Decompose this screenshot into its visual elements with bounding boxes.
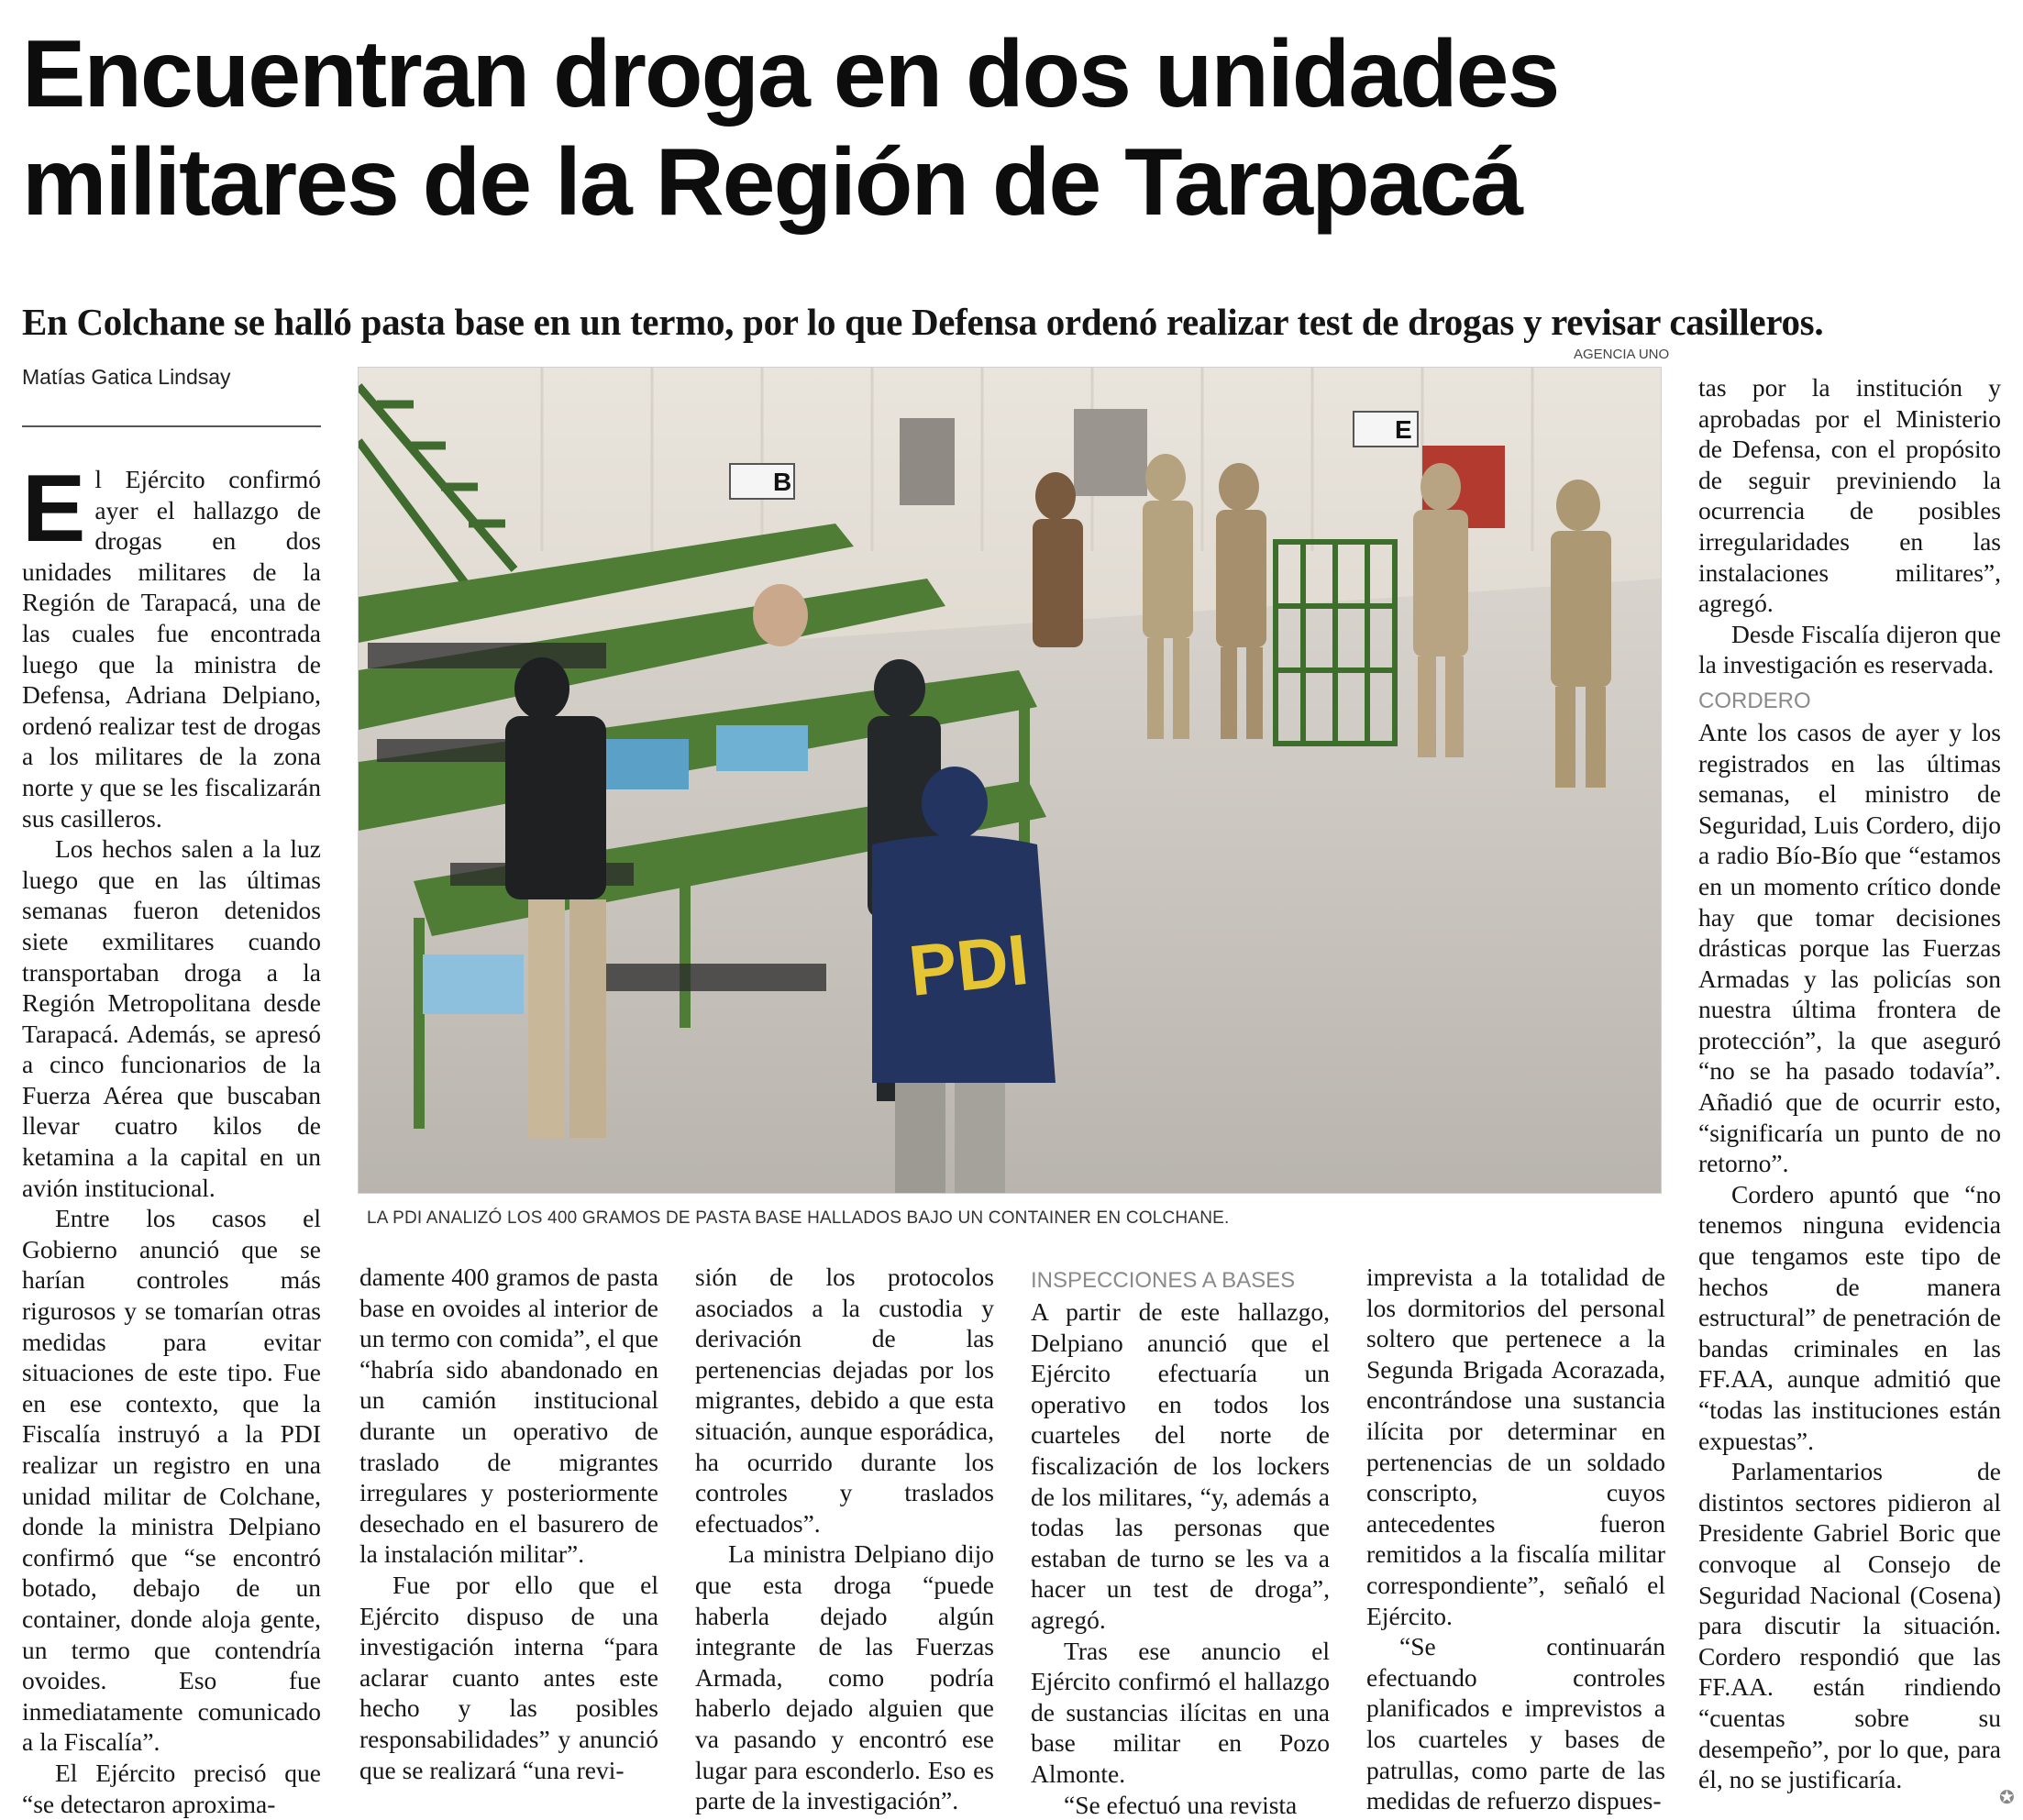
photo-illustration xyxy=(359,368,1661,1193)
article-column-2 xyxy=(359,1262,658,1785)
paragraph: Parlamentarios de distintos sectores pidieron al Presidente Gabriel Boric que convoque al Consejo de Seguridad Nacional (Cosena) para discutir la situación. Cordero respondió que las FF.AA. están rindiendo “cuentas sobre su desempeño”, por lo que, para él, no se justificaría. xyxy=(1698,1456,2001,1795)
photo-credit: AGENCIA UNO xyxy=(1574,347,1669,362)
photo-caption: LA PDI ANALIZÓ LOS 400 GRAMOS DE PASTA BASE HALLADOS BAJO UN CONTAINER EN COLCHANE. xyxy=(367,1208,1229,1229)
paragraph xyxy=(22,464,321,833)
paragraph: Cordero apuntó que “no tenemos ninguna evidencia que tengamos este tipo de hechos de manera estructural” de penetración de bandas criminales en las FF.AA, aunque admitió que “todas las instituciones están expuestas”. xyxy=(1698,1179,2001,1456)
end-mark-icon: ✪ xyxy=(1999,1786,2015,1808)
sign-b-letter: B xyxy=(773,468,791,496)
blue-crate xyxy=(597,739,689,789)
article-column-1 xyxy=(22,464,321,1819)
paragraph: “Se efectuó una revista xyxy=(1031,1790,1330,1820)
byline-divider xyxy=(22,425,321,427)
deck-subtitle: En Colchane se halló pasta base en un termo, por lo que Defensa ordenó realizar test de drogas y revisar casilleros. xyxy=(22,299,2003,345)
paragraph: sión de los protocolos asociados a la custodia y derivación de las pertenencias dejadas por los migrantes, debido a que esta situación, aunque esporádica, ha ocurrido durante los controles y traslados efectuados”. xyxy=(695,1262,994,1539)
blue-crate xyxy=(423,954,524,1014)
article-column-6 xyxy=(1698,372,2001,1795)
paragraph-text: l Ejército confirmó ayer el hallazgo de drogas en dos unidades militares de la Región de Tarapacá, una de las cuales fue encontrada luego que la ministra de Defensa, Adriana Delpiano, ordenó realizar test de drogas a los militares de la zona norte y que se les fiscalizarán sus casilleros. xyxy=(22,465,321,833)
subheading: CORDERO xyxy=(1698,688,2001,715)
headline-line-2: militares de la Región de Tarapacá xyxy=(22,128,2003,237)
paragraph: Desde Fiscalía dijeron que la investigación es reservada. xyxy=(1698,619,2001,680)
paragraph: Fue por ello que el Ejército dispuso de una investigación interna “para aclarar cuanto antes este hecho y las posibles responsabilidades” y anunció que se realizará “una revi- xyxy=(359,1570,658,1785)
drop-cap: E xyxy=(22,469,85,548)
byline: Matías Gatica Lindsay xyxy=(22,365,231,390)
window xyxy=(1074,409,1147,496)
paragraph: tas por la institución y aprobadas por el Ministerio de Defensa, con el propósito de seguir previniendo la ocurrencia de posibles irregularidades en las instalaciones militares”, agregó. xyxy=(1698,372,2001,619)
paragraph: Tras ese anuncio el Ejército confirmó el hallazgo de sustancias ilícitas en una base militar en Pozo Almonte. xyxy=(1031,1636,1330,1790)
paragraph: A partir de este hallazgo, Delpiano anunció que el Ejército efectuaría un operativo en todos los cuarteles del norte de fiscalización de los lockers de los militares, “y, además a todas las personas que estaban de turno se les va a hacer un test de droga”, agregó. xyxy=(1031,1296,1330,1636)
paragraph: damente 400 gramos de pasta base en ovoides al interior de un termo con comida”, el que “habría sido abandonado en un camión institucional durante un operativo de traslado de migrantes irregulares y posteriormente desechado en el basurero de la instalación militar”. xyxy=(359,1262,658,1570)
headline-line-1: Encuentran droga en dos unidades xyxy=(22,20,2003,128)
headline xyxy=(22,20,2003,237)
door xyxy=(900,418,955,505)
paragraph: El Ejército precisó que “se detectaron aproxima- xyxy=(22,1758,321,1819)
subheading: INSPECCIONES A BASES xyxy=(1031,1267,1330,1295)
blue-crate xyxy=(716,725,808,771)
paragraph: imprevista a la totalidad de los dormitorios del personal soltero que pertenece a la Segunda Brigada Acorazada, encontrándose una sustancia ilícita por determinar en pertenencias de un soldado conscripto, cuyos antecedentes fueron remitidos a la fiscalía militar correspondiente”, señaló el Ejército. xyxy=(1366,1262,1665,1631)
paragraph: Ante los casos de ayer y los registrados en las últimas semanas, el ministro de Seguridad, Luis Cordero, dijo a radio Bío-Bío que “estamos en un momento crítico donde hay que tomar decisiones drásticas porque las Fuerzas Armadas y las policías son nuestra última frontera de protección”, la que aseguró “no se ha pasado todavía”. Añadió que de ocurrir esto, “significaría un punto de no retorno”. xyxy=(1698,717,2001,1179)
article-column-5 xyxy=(1366,1262,1665,1816)
sign-e-letter: E xyxy=(1395,415,1412,444)
paragraph: Los hechos salen a la luz luego que en las últimas semanas fueron detenidos siete exmilitares cuando transportaban droga a la Región Metropolitana desde Tarapacá. Además, se apresó a cinco funcionarios de la Fuerza Aérea que buscaban llevar cuatro kilos de ketamina a la capital en un avión institucional. xyxy=(22,833,321,1203)
paragraph: “Se continuarán efectuando controles planificados e imprevistos a los cuarteles y bases de patrullas, como parte de las medidas de refuerzo dispues- xyxy=(1366,1631,1665,1816)
paragraph: La ministra Delpiano dijo que esta droga “puede haberla dejado algún integrante de las Fuerzas Armada, como podría haberlo dejado alguien que va pasando y encontró ese lugar para esconderlo. Eso es parte de la investigación”. xyxy=(695,1539,994,1815)
article-column-3 xyxy=(695,1262,994,1816)
article-column-4 xyxy=(1031,1260,1330,1820)
paragraph: Entre los casos el Gobierno anunció que se harían controles más rigurosos y se tomarían otras medidas para evitar situaciones de este tipo. Fue en ese contexto, que la Fiscalía instruyó a la PDI realizar un registro en una unidad militar de Colchane, donde la ministra Delpiano confirmó que “se encontró botado, debajo de un container, donde aloja gente, un termo que contendría ovoides. Eso fue inmediatamente comunicado a la Fiscalía”. xyxy=(22,1203,321,1758)
pdi-jacket-text: PDI xyxy=(905,919,1033,1011)
article-photo xyxy=(358,367,1662,1194)
